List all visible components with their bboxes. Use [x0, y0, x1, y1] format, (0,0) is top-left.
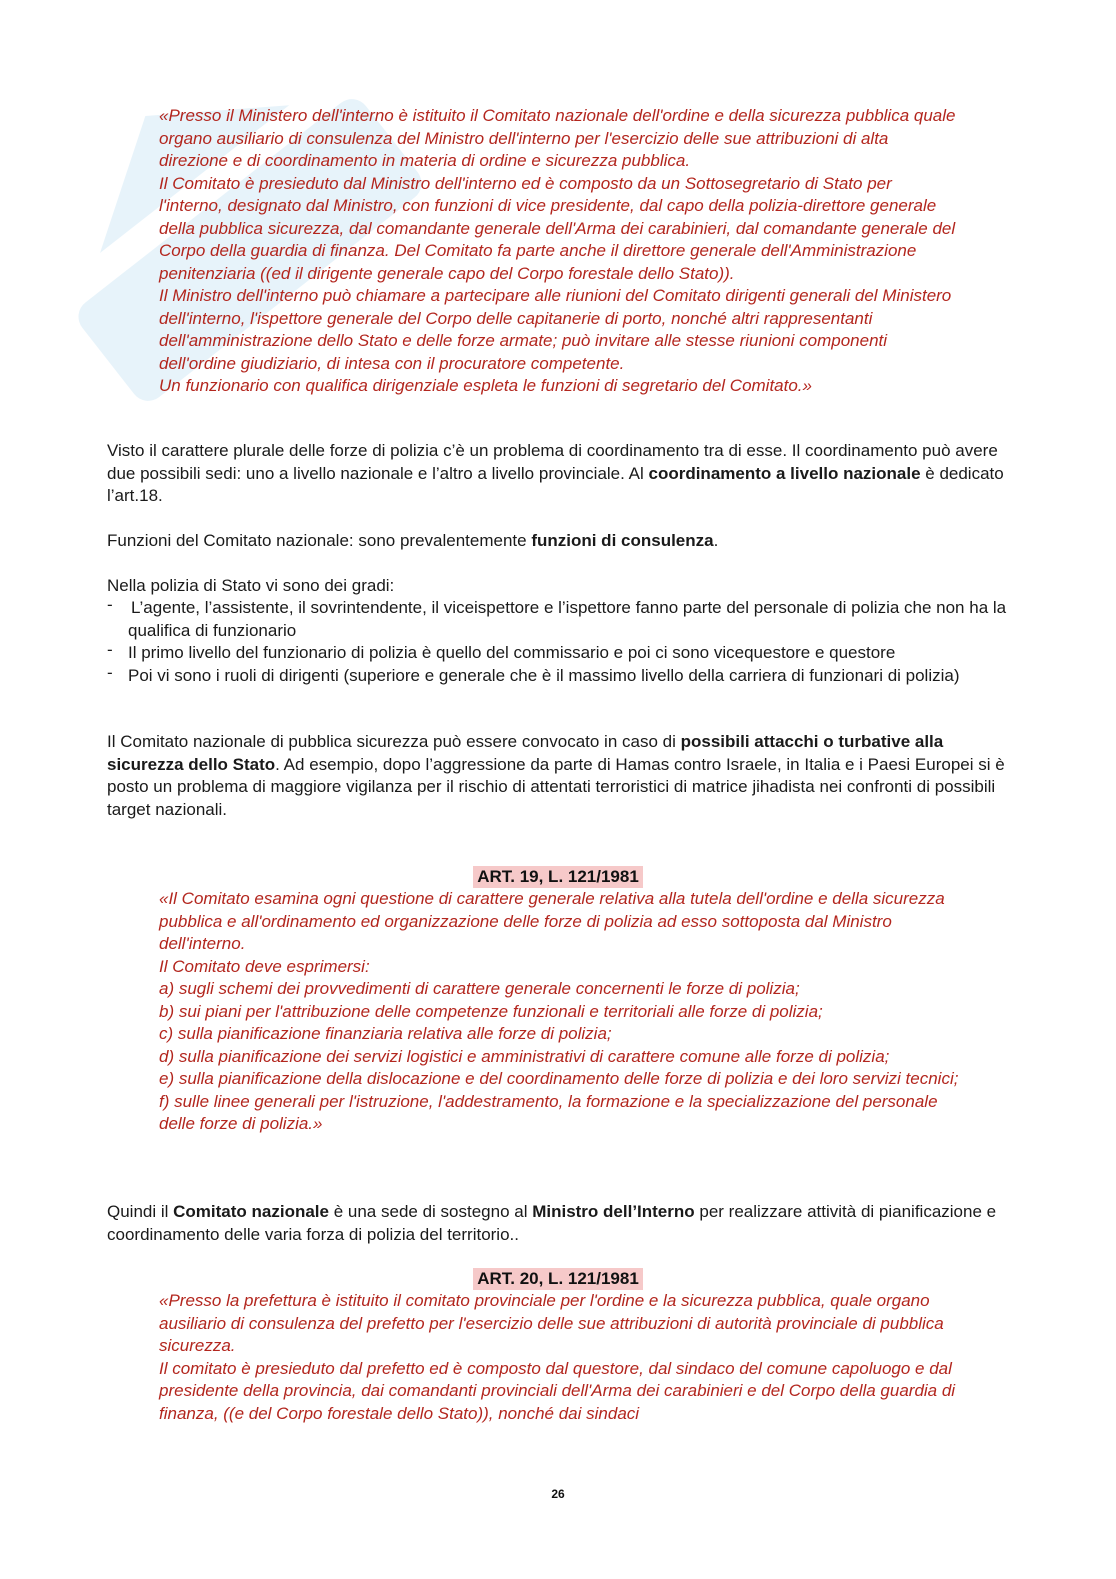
- text-run: è dedicato l’art.18.: [107, 463, 1004, 505]
- paragraph-support: [107, 1201, 1017, 1246]
- text-run: è una sede di sostegno al: [329, 1202, 533, 1221]
- art18-quote: [159, 105, 959, 398]
- quote-line: «Presso la prefettura è istituito il comitato provinciale per l'ordine e la sicurezza pubblica, quale organo ausiliario di consulenza del prefetto per l'esercizio delle sue attribuzioni di autorità provinciale di pubblica sicurezza.: [159, 1291, 944, 1355]
- text-run: per realizzare attività di pianificazione e coordinamento delle varia forza di polizia del territorio..: [107, 1202, 997, 1244]
- quote-line: Il Ministro dell'interno può chiamare a partecipare alle riunioni del Comitato dirigenti generali del Ministero dell'interno, l'ispettore generale del Corpo delle capitanerie di porto, nonché altri rappresentanti dell'amministrazione dello Stato e delle forze armate; può invitare alle stesse riunioni componenti dell'ordine giudiziario, di intesa con il procuratore competente.: [159, 286, 952, 373]
- quote-line: Il Comitato deve esprimersi:: [159, 956, 370, 976]
- quote-line: Il comitato è presieduto dal prefetto ed è composto dal questore, dal sindaco del comune capoluogo e dal presidente della provincia, dai comandanti provinciali dell'Arma dei carabinieri e del Corpo della guardia di finanza, ((e del Corpo forestale dello Stato)), nonché dai sindaci: [159, 1358, 956, 1423]
- bold-run: funzioni di consulenza: [531, 531, 714, 550]
- bold-run: coordinamento a livello nazionale: [648, 463, 921, 483]
- bold-run: Ministro dell’Interno: [532, 1202, 695, 1221]
- list-item: [107, 597, 1017, 642]
- page-number: 26: [551, 1487, 565, 1501]
- quote-line: b) sui piani per l'attribuzione delle competenze funzionali e territoriali alle forze di polizia;: [159, 1001, 823, 1021]
- art20-heading-wrap: [0, 1268, 1116, 1290]
- dash-bullet: -: [107, 595, 113, 614]
- art20-quote: [159, 1290, 959, 1425]
- art19-quote: [159, 888, 959, 1136]
- grades-intro: [107, 575, 1017, 598]
- art19-heading-wrap: [0, 866, 1116, 888]
- text-run: .: [713, 531, 719, 550]
- quote-line: c) sulla pianificazione finanziaria relativa alle forze di polizia;: [159, 1024, 612, 1043]
- text-run: Visto il carattere plurale delle forze di polizia c’è un problema di coordinamento tra di esse. Il coordinamento può avere due possibili sedi: uno a livello nazionale e l’altro a livello provinciale. Al: [107, 441, 998, 483]
- text-run: Funzioni del Comitato nazionale: sono prevalentemente: [107, 531, 532, 550]
- quote-line: d) sulla pianificazione dei servizi logistici e amministrativi di carattere comune alle forze di polizia;: [159, 1046, 890, 1066]
- paragraph-functions: [107, 530, 1017, 553]
- bold-run: possibili attacchi o turbative alla sicurezza dello Stato: [107, 732, 944, 774]
- quote-line: «Presso il Ministero dell'interno è istituito il Comitato nazionale dell'ordine e della sicurezza pubblica quale organo ausiliario di consulenza del Ministro dell'interno per l'esercizio delle sue attribuzioni di alta direzione e di coordinamento in materia di ordine e sicurezza pubblica.: [159, 106, 956, 170]
- quote-line: Il Comitato è presieduto dal Ministro dell'interno ed è composto da un Sottosegretario di Stato per l'interno, designato dal Ministro, con funzioni di vice presidente, dal capo della polizia-direttore generale della pubblica sicurezza, dal comandante generale dell'Arma dei carabinieri, dal comandante generale del Corpo della guardia di finanza. Del Comitato fa parte anche il direttore generale dell'Amministrazione penitenziaria ((ed il dirigente generale capo del Corpo forestale dello Stato)).: [159, 173, 956, 283]
- text-run: Quindi il: [107, 1202, 174, 1221]
- list-item: [107, 642, 1017, 665]
- art20-heading: ART. 20, L. 121/1981: [473, 1268, 643, 1290]
- dash-bullet: -: [107, 640, 113, 659]
- quote-line: f) sulle linee generali per l'istruzione, l'addestramento, la formazione e la specializzazione del personale delle forze di polizia.»: [159, 1091, 938, 1133]
- grades-intro-text: Nella polizia di Stato vi sono dei gradi:: [107, 576, 395, 595]
- text-run: . Ad esempio, dopo l’aggressione da parte di Hamas contro Israele, in Italia e i Paesi Europei si è posto un problema di maggiore vigilanza per il rischio di attentati terroristici di matrice jihadista nei confronti di possibili target nazionali.: [107, 754, 1005, 819]
- quote-line: «Il Comitato esamina ogni questione di carattere generale relativa alla tutela dell'ordine e della sicurezza pubblica e all'ordinamento ed organizzazione delle forze di polizia ad esso sottoposta dal Ministro dell'interno.: [159, 889, 945, 953]
- list-item-text: Il primo livello del funzionario di polizia è quello del commissario e poi ci sono vicequestore e questore: [128, 643, 896, 662]
- bold-run: Comitato nazionale: [173, 1202, 329, 1221]
- art19-heading: ART. 19, L. 121/1981: [473, 866, 643, 888]
- dash-bullet: -: [107, 662, 113, 682]
- quote-line: e) sulla pianificazione della dislocazione e del coordinamento delle forze di polizia e dei loro servizi tecnici;: [159, 1069, 959, 1088]
- list-item-text: L’agente, l’assistente, il sovrintendente, il viceispettore e l’ispettore fanno parte del personale di polizia che non ha la qualifica di funzionario: [128, 598, 1007, 640]
- grades-list: [107, 597, 1017, 687]
- list-item: [107, 662, 1017, 688]
- text-run: Il Comitato nazionale di pubblica sicurezza può essere convocato in caso di: [107, 732, 681, 751]
- quote-line: Un funzionario con qualifica dirigenziale espleta le funzioni di segretario del Comitato.»: [159, 376, 812, 395]
- paragraph-coordination: [107, 440, 1017, 508]
- paragraph-convocation: [107, 731, 1017, 821]
- list-item-text: Poi vi sono i ruoli di dirigenti (superiore e generale che è il massimo livello della carriera di funzionari di polizia): [128, 665, 960, 685]
- quote-line: a) sugli schemi dei provvedimenti di carattere generale concernenti le forze di polizia;: [159, 979, 800, 998]
